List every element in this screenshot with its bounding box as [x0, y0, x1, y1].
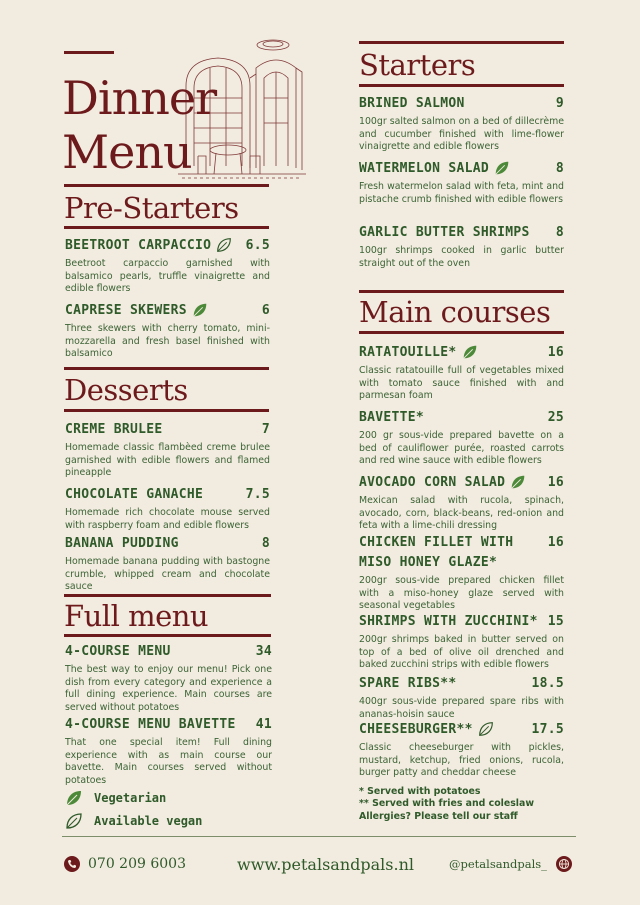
vegetarian-leaf-icon	[509, 473, 527, 491]
page-title-line1: Dinner	[62, 71, 217, 125]
item-description: The best way to enjoy our menu! Pick one dish from every category and experience a full dining experience. Main courses are served without potatoes	[65, 664, 272, 713]
menu-item-spare-ribs	[359, 674, 564, 721]
legend-vegetarian	[64, 788, 166, 808]
vegetarian-leaf-icon	[493, 159, 511, 177]
item-name: CAPRESE SKEWERS	[65, 302, 187, 318]
item-price: 34	[255, 643, 272, 659]
item-name: BRINED SALMON	[359, 95, 465, 111]
menu-item-beetroot-carpaccio	[65, 236, 270, 296]
item-price: 17.5	[531, 721, 564, 737]
item-price: 18.5	[531, 675, 564, 691]
item-price: 8	[555, 224, 564, 240]
item-name: 4-COURSE MENU BAVETTE	[65, 716, 236, 732]
main-courses-bottom-rule	[359, 331, 564, 334]
legend-vegan	[64, 811, 202, 831]
legend-vegetarian-label: Vegetarian	[94, 791, 167, 805]
menu-item-bavette	[359, 408, 564, 468]
menu-item-banana-pudding	[65, 534, 270, 594]
pre-starters-heading: Pre-Starters	[64, 191, 239, 225]
menu-notes	[359, 786, 534, 823]
menu-item-chocolate-ganache	[65, 485, 270, 532]
full-menu-heading: Full menu	[64, 599, 209, 633]
desserts-bottom-rule	[64, 409, 269, 412]
item-price: 15	[547, 613, 564, 629]
item-name: AVOCADO CORN SALAD	[359, 474, 506, 490]
full-menu-bottom-rule	[64, 634, 271, 637]
item-description: Beetroot carpaccio garnished with balsamico pearls, truffle vinaigrette and edible flowers	[65, 258, 270, 295]
item-name: RATATOUILLE*	[359, 344, 457, 360]
item-description: 100gr salted salmon on a bed of dillecrème and cucumber finished with lime-flower vinaigrette and edible flowers	[359, 116, 564, 153]
item-description: 100gr shrimps cooked in garlic butter straight out of the oven	[359, 245, 564, 269]
phone-icon	[64, 856, 80, 872]
menu-item-4-course-menu	[65, 642, 272, 714]
main-courses-top-rule	[359, 290, 564, 293]
item-price: 9	[555, 95, 564, 111]
item-description: Classic cheeseburger with pickles, mustard, ketchup, fried onions, rucola, burger patty and cheddar cheese	[359, 742, 564, 779]
item-name: CREME BRULEE	[65, 421, 163, 437]
item-price: 7	[261, 421, 270, 437]
menu-item-creme-brulee	[65, 420, 270, 480]
note-potatoes: * Served with potatoes	[359, 786, 481, 797]
menu-item-4-course-menu-bavette	[65, 715, 272, 787]
full-menu-top-rule	[64, 594, 271, 597]
item-name: SHRIMPS WITH ZUCCHINI*	[359, 613, 538, 629]
desserts-top-rule	[64, 367, 269, 370]
main-courses-heading: Main courses	[359, 295, 551, 329]
pre-starters-top-rule	[64, 184, 269, 187]
item-name: CHOCOLATE GANACHE	[65, 486, 204, 502]
item-name: SPARE RIBS**	[359, 675, 457, 691]
item-name: CHEESEBURGER**	[359, 721, 473, 737]
website-link[interactable]: www.petalsandpals.nl	[237, 854, 414, 874]
menu-item-chicken-fillet	[359, 533, 564, 613]
globe-icon	[556, 856, 572, 872]
menu-item-brined-salmon	[359, 94, 564, 154]
phone-number: 070 209 6003	[88, 856, 186, 872]
menu-item-watermelon-salad	[359, 159, 564, 206]
item-price: 8	[261, 535, 270, 551]
item-price: 6.5	[245, 237, 270, 253]
menu-item-ratatouille	[359, 343, 564, 403]
item-description: Fresh watermelon salad with feta, mint and pistache crumb finished with edible flowers	[359, 181, 564, 205]
item-price: 16	[547, 344, 564, 360]
starters-bottom-rule	[359, 84, 564, 87]
item-name-line2: MISO HONEY GLAZE*	[359, 554, 498, 570]
item-description: Homemade banana pudding with bastogne crumble, whipped cream and chocolate sauce	[65, 556, 270, 593]
menu-item-shrimps-with-zucchini	[359, 612, 564, 672]
menu-item-garlic-butter-shrimps	[359, 223, 564, 270]
menu-item-cheeseburger	[359, 720, 564, 780]
item-description: That one special item! Full dining experience with as main course our bavette. Main courses served without potatoes	[65, 737, 272, 786]
title-top-rule	[64, 51, 114, 54]
item-price: 8	[555, 160, 564, 176]
starters-heading: Starters	[359, 48, 476, 82]
item-description: 200gr shrimps baked in butter served on top of a bed of olive oil drenched and baked zucchini strips with edible flowers	[359, 634, 564, 671]
vegan-leaf-outline-icon	[477, 720, 495, 738]
menu-item-avocado-corn-salad	[359, 473, 564, 533]
item-description: Homemade classic flambèed creme brulee garnished with edible flowers and flamed pineapple	[65, 442, 270, 479]
item-price: 41	[255, 716, 272, 732]
item-name: BEETROOT CARPACCIO	[65, 237, 212, 253]
item-description: Classic ratatouille full of vegetables mixed with tomato sauce finished with and parmesan foam	[359, 365, 564, 402]
vegan-leaf-outline-icon	[64, 811, 84, 831]
item-name: GARLIC BUTTER SHRIMPS	[359, 224, 530, 240]
item-name: BAVETTE*	[359, 409, 425, 425]
item-description: 200 gr sous-vide prepared bavette on a bed of cauliflower purée, roasted carrots and red wine sauce with edible flowers	[359, 430, 564, 467]
note-allergies: Allergies? Please tell our staff	[359, 810, 518, 822]
item-name: WATERMELON SALAD	[359, 160, 490, 176]
item-price: 16	[547, 474, 564, 490]
legend-vegan-label: Available vegan	[94, 814, 203, 828]
desserts-heading: Desserts	[64, 373, 188, 407]
social-handle: @petalsandpals_	[449, 857, 547, 871]
vegan-leaf-outline-icon	[215, 236, 233, 254]
note-fries: ** Served with fries and coleslaw	[359, 798, 534, 810]
menu-item-caprese-skewers	[65, 301, 270, 361]
footer-phone[interactable]	[64, 852, 186, 876]
pre-starters-bottom-rule	[64, 226, 269, 229]
item-description: Homemade rich chocolate mouse served with raspberry foam and edible flowers	[65, 507, 270, 531]
item-description: Mexican salad with rucola, spinach, avocado, corn, black-beans, red-onion and feta with a lime-chili dressing	[359, 495, 564, 532]
footer-divider	[62, 836, 576, 837]
vegetarian-leaf-icon	[191, 301, 209, 319]
item-price: 25	[547, 409, 564, 425]
item-price: 7.5	[245, 486, 270, 502]
footer-social[interactable]	[449, 852, 572, 876]
item-description: 200gr sous-vide prepared chicken fillet with a miso-honey glaze served with seasonal vegetables	[359, 575, 564, 612]
item-name: CHICKEN FILLET WITH	[359, 534, 514, 550]
vegetarian-leaf-icon	[461, 343, 479, 361]
vegetarian-leaf-icon	[64, 788, 84, 808]
item-name: BANANA PUDDING	[65, 535, 179, 551]
starters-top-rule	[359, 41, 564, 44]
footer-website[interactable]	[237, 852, 414, 876]
item-name: 4-COURSE MENU	[65, 643, 171, 659]
page-title-line2: Menu	[62, 125, 192, 179]
item-price: 16	[547, 534, 564, 550]
item-description: 400gr sous-vide prepared spare ribs with ananas-hoisin sauce	[359, 696, 564, 720]
item-description: Three skewers with cherry tomato, mini-mozzarella and fresh basel finished with balsamico	[65, 323, 270, 360]
item-price: 6	[261, 302, 270, 318]
